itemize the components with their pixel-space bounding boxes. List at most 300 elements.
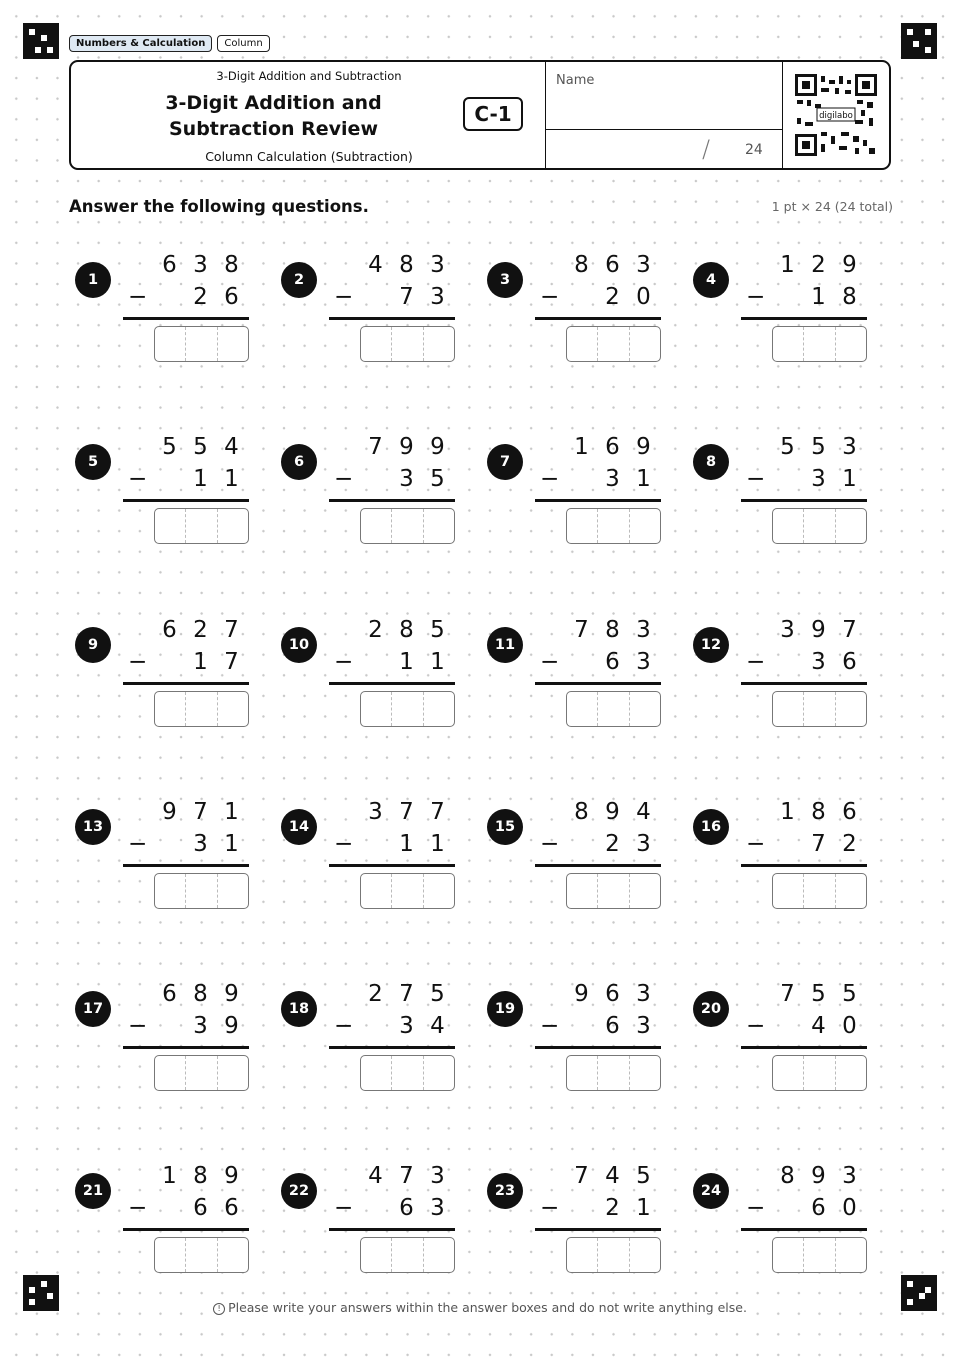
footer-text: Please write your answers within the answer boxes and do not write anything else. <box>228 1300 747 1315</box>
answer-box[interactable] <box>360 873 455 909</box>
minus-sign: − <box>746 649 766 675</box>
sum-line <box>329 499 455 502</box>
problem-9 <box>71 617 261 737</box>
sum-line <box>741 1046 867 1049</box>
digit: 1 <box>780 252 795 278</box>
digit: 7 <box>224 617 239 643</box>
digit <box>360 1195 391 1221</box>
digit: 5 <box>430 981 445 1007</box>
instructions: Answer the following questions. <box>69 197 373 216</box>
digit: 2 <box>605 831 620 857</box>
digit: 6 <box>162 981 177 1007</box>
answer-box[interactable] <box>772 508 867 544</box>
minus-sign: − <box>128 466 148 492</box>
digit <box>154 1013 185 1039</box>
digit: 5 <box>811 434 826 460</box>
answer-box[interactable] <box>566 326 661 362</box>
minus-sign: − <box>540 831 560 857</box>
digit: 2 <box>811 252 826 278</box>
minuend <box>360 252 453 278</box>
digit: 9 <box>224 981 239 1007</box>
digit: 1 <box>193 649 208 675</box>
answer-box[interactable] <box>154 691 249 727</box>
score-total: 24 <box>745 142 763 158</box>
problem-number-badge: 19 <box>487 991 523 1027</box>
minuend <box>154 252 247 278</box>
digit: 1 <box>224 831 239 857</box>
problem-number-badge: 9 <box>75 627 111 663</box>
problem-2 <box>277 252 467 372</box>
sum-line <box>329 317 455 320</box>
subtrahend <box>154 284 247 310</box>
digit: 3 <box>605 466 620 492</box>
info-icon: ! <box>213 1303 225 1315</box>
digit: 3 <box>780 617 795 643</box>
name-divider <box>546 129 782 130</box>
qr-code-icon <box>795 74 877 156</box>
footer-note <box>0 1300 960 1315</box>
answer-box[interactable] <box>772 1237 867 1273</box>
sum-line <box>329 1228 455 1231</box>
minuend <box>772 617 865 643</box>
sum-line <box>535 317 661 320</box>
category-tag-primary: Numbers & Calculation <box>69 35 212 52</box>
digit: 1 <box>224 799 239 825</box>
problem-19 <box>483 981 673 1101</box>
minus-sign: − <box>128 1013 148 1039</box>
digit <box>772 466 803 492</box>
minus-sign: − <box>334 284 354 310</box>
digit: 6 <box>605 252 620 278</box>
minuend <box>154 617 247 643</box>
digit <box>360 284 391 310</box>
minuend <box>360 799 453 825</box>
problem-6 <box>277 434 467 554</box>
subtrahend <box>360 649 453 675</box>
digit: 1 <box>193 466 208 492</box>
digit: 4 <box>368 252 383 278</box>
subtrahend <box>566 831 659 857</box>
digit: 3 <box>193 831 208 857</box>
answer-box[interactable] <box>566 508 661 544</box>
minuend <box>566 617 659 643</box>
minuend <box>772 799 865 825</box>
digit: 9 <box>811 617 826 643</box>
digit: 1 <box>842 466 857 492</box>
minus-sign: − <box>334 1195 354 1221</box>
digit: 1 <box>574 434 589 460</box>
digit: 3 <box>636 981 651 1007</box>
digit: 9 <box>636 434 651 460</box>
digit: 6 <box>605 649 620 675</box>
digit <box>360 831 391 857</box>
qr-label: digilabo <box>819 111 853 121</box>
digit: 9 <box>399 434 414 460</box>
digit: 7 <box>224 649 239 675</box>
sum-line <box>329 682 455 685</box>
digit: 3 <box>193 252 208 278</box>
sum-line <box>741 317 867 320</box>
problem-number-badge: 4 <box>693 262 729 298</box>
digit: 6 <box>842 799 857 825</box>
digit: 7 <box>399 799 414 825</box>
problem-8 <box>689 434 879 554</box>
digit: 6 <box>605 434 620 460</box>
digit: 9 <box>224 1013 239 1039</box>
answer-box[interactable] <box>154 873 249 909</box>
digit <box>360 466 391 492</box>
sum-line <box>123 499 249 502</box>
digit: 7 <box>574 617 589 643</box>
digit: 8 <box>780 1163 795 1189</box>
digit: 8 <box>811 799 826 825</box>
digit: 3 <box>636 1013 651 1039</box>
digit: 2 <box>368 981 383 1007</box>
problem-number-badge: 16 <box>693 809 729 845</box>
minus-sign: − <box>746 1013 766 1039</box>
problem-number-badge: 2 <box>281 262 317 298</box>
digit: 2 <box>605 284 620 310</box>
digit: 9 <box>430 434 445 460</box>
digit: 3 <box>811 649 826 675</box>
sum-line <box>741 1228 867 1231</box>
sum-line <box>535 1228 661 1231</box>
digit: 1 <box>224 466 239 492</box>
digit <box>772 1195 803 1221</box>
minus-sign: − <box>746 284 766 310</box>
problem-number-badge: 17 <box>75 991 111 1027</box>
minuend <box>772 252 865 278</box>
subtrahend <box>154 831 247 857</box>
sum-line <box>123 864 249 867</box>
problem-18 <box>277 981 467 1101</box>
problem-4 <box>689 252 879 372</box>
digit <box>566 1013 597 1039</box>
answer-box[interactable] <box>772 691 867 727</box>
digit: 1 <box>430 649 445 675</box>
minus-sign: − <box>540 466 560 492</box>
minuend <box>154 981 247 1007</box>
problem-number-badge: 20 <box>693 991 729 1027</box>
digit: 2 <box>368 617 383 643</box>
problem-number-badge: 10 <box>281 627 317 663</box>
digit: 4 <box>224 434 239 460</box>
digit: 4 <box>811 1013 826 1039</box>
worksheet-title: 3-Digit Addition and Subtraction Review <box>165 92 382 140</box>
digit <box>566 649 597 675</box>
digit: 6 <box>224 1195 239 1221</box>
problem-12 <box>689 617 879 737</box>
problem-number-badge: 8 <box>693 444 729 480</box>
problem-14 <box>277 799 467 919</box>
problem-17 <box>71 981 261 1101</box>
digit: 7 <box>399 1163 414 1189</box>
problem-3 <box>483 252 673 372</box>
digit <box>566 831 597 857</box>
registration-marker-top-right <box>901 23 937 59</box>
digit: 9 <box>574 981 589 1007</box>
minuend <box>566 981 659 1007</box>
digit: 3 <box>430 1195 445 1221</box>
problem-number-badge: 11 <box>487 627 523 663</box>
problem-1 <box>71 252 261 372</box>
digit: 8 <box>193 1163 208 1189</box>
sum-line <box>123 682 249 685</box>
digit: 5 <box>162 434 177 460</box>
digit: 1 <box>399 831 414 857</box>
answer-box[interactable] <box>772 1055 867 1091</box>
digit: 6 <box>224 284 239 310</box>
sum-line <box>535 682 661 685</box>
answer-box[interactable] <box>566 1055 661 1091</box>
digit: 7 <box>193 799 208 825</box>
digit: 5 <box>430 617 445 643</box>
subtrahend <box>772 1195 865 1221</box>
subtrahend <box>154 649 247 675</box>
name-score-box <box>545 62 783 168</box>
subtrahend <box>154 1195 247 1221</box>
name-label: Name <box>556 73 595 88</box>
digit: 9 <box>224 1163 239 1189</box>
problem-11 <box>483 617 673 737</box>
minuend <box>154 1163 247 1189</box>
problem-16 <box>689 799 879 919</box>
sum-line <box>123 1046 249 1049</box>
digit: 0 <box>842 1195 857 1221</box>
minuend <box>566 1163 659 1189</box>
digit: 5 <box>636 1163 651 1189</box>
sum-line <box>535 864 661 867</box>
digit: 2 <box>193 617 208 643</box>
digit: 7 <box>842 617 857 643</box>
digit: 2 <box>193 284 208 310</box>
category-tags <box>69 35 270 52</box>
problem-10 <box>277 617 467 737</box>
digit: 6 <box>399 1195 414 1221</box>
problem-number-badge: 18 <box>281 991 317 1027</box>
answer-box[interactable] <box>154 326 249 362</box>
digit: 8 <box>399 617 414 643</box>
digit: 9 <box>162 799 177 825</box>
problem-number-badge: 23 <box>487 1173 523 1209</box>
minuend <box>360 981 453 1007</box>
digit: 3 <box>430 1163 445 1189</box>
digit: 4 <box>368 1163 383 1189</box>
sum-line <box>535 1046 661 1049</box>
subtrahend <box>154 1013 247 1039</box>
subtrahend <box>772 831 865 857</box>
digit: 7 <box>399 981 414 1007</box>
minuend <box>360 434 453 460</box>
digit: 5 <box>842 981 857 1007</box>
digit: 7 <box>811 831 826 857</box>
subtrahend <box>772 466 865 492</box>
minus-sign: − <box>746 1195 766 1221</box>
digit: 3 <box>842 434 857 460</box>
digit: 7 <box>368 434 383 460</box>
digit: 5 <box>780 434 795 460</box>
digit: 3 <box>636 617 651 643</box>
minus-sign: − <box>540 284 560 310</box>
digit: 4 <box>636 799 651 825</box>
digit: 7 <box>430 799 445 825</box>
digit: 6 <box>605 981 620 1007</box>
digit: 3 <box>399 466 414 492</box>
digit: 3 <box>811 466 826 492</box>
answer-box[interactable] <box>154 1055 249 1091</box>
minus-sign: − <box>128 284 148 310</box>
digit <box>772 831 803 857</box>
digit: 6 <box>605 1013 620 1039</box>
digit <box>566 466 597 492</box>
sum-line <box>329 1046 455 1049</box>
digit <box>154 831 185 857</box>
minuend <box>566 799 659 825</box>
problem-13 <box>71 799 261 919</box>
minuend <box>360 1163 453 1189</box>
worksheet-supertitle: 3-Digit Addition and Subtraction <box>216 69 402 83</box>
digit: 7 <box>780 981 795 1007</box>
answer-box[interactable] <box>566 691 661 727</box>
minus-sign: − <box>746 831 766 857</box>
subtrahend <box>360 284 453 310</box>
answer-box[interactable] <box>566 873 661 909</box>
minus-sign: − <box>334 466 354 492</box>
digit <box>772 284 803 310</box>
digit: 0 <box>636 284 651 310</box>
subtrahend <box>360 1195 453 1221</box>
sum-line <box>329 864 455 867</box>
subtrahend <box>360 466 453 492</box>
answer-box[interactable] <box>772 873 867 909</box>
answer-box[interactable] <box>154 508 249 544</box>
answer-box[interactable] <box>154 1237 249 1273</box>
digit: 8 <box>193 981 208 1007</box>
problem-number-badge: 6 <box>281 444 317 480</box>
minus-sign: − <box>128 1195 148 1221</box>
problem-20 <box>689 981 879 1101</box>
digit <box>566 1195 597 1221</box>
digit: 5 <box>430 466 445 492</box>
minus-sign: − <box>746 466 766 492</box>
problem-number-badge: 15 <box>487 809 523 845</box>
digit <box>154 1195 185 1221</box>
problem-number-badge: 22 <box>281 1173 317 1209</box>
digit: 3 <box>193 1013 208 1039</box>
problem-22 <box>277 1163 467 1283</box>
points-info: 1 pt × 24 (24 total) <box>771 199 893 214</box>
answer-box[interactable] <box>360 508 455 544</box>
minuend <box>154 799 247 825</box>
problem-number-badge: 1 <box>75 262 111 298</box>
digit <box>360 1013 391 1039</box>
minuend <box>566 434 659 460</box>
minus-sign: − <box>128 831 148 857</box>
answer-box[interactable] <box>360 326 455 362</box>
minuend <box>566 252 659 278</box>
digit <box>360 649 391 675</box>
registration-marker-top-left <box>23 23 59 59</box>
subtrahend <box>772 649 865 675</box>
digit: 7 <box>574 1163 589 1189</box>
minus-sign: − <box>334 649 354 675</box>
problem-number-badge: 5 <box>75 444 111 480</box>
score-slash: / <box>702 135 711 163</box>
minus-sign: − <box>540 1013 560 1039</box>
minuend <box>772 981 865 1007</box>
digit: 4 <box>430 1013 445 1039</box>
sum-line <box>741 682 867 685</box>
problem-number-badge: 14 <box>281 809 317 845</box>
digit: 6 <box>193 1195 208 1221</box>
subtrahend <box>566 284 659 310</box>
problem-number-badge: 21 <box>75 1173 111 1209</box>
digit: 9 <box>811 1163 826 1189</box>
answer-box[interactable] <box>566 1237 661 1273</box>
digit: 0 <box>842 1013 857 1039</box>
minuend <box>360 617 453 643</box>
digit <box>154 466 185 492</box>
digit <box>154 649 185 675</box>
digit: 3 <box>430 252 445 278</box>
answer-box[interactable] <box>360 1237 455 1273</box>
minus-sign: − <box>128 649 148 675</box>
digit: 5 <box>811 981 826 1007</box>
subtrahend <box>360 831 453 857</box>
subtrahend <box>566 1195 659 1221</box>
digit: 8 <box>224 252 239 278</box>
digit: 8 <box>574 799 589 825</box>
digit <box>566 284 597 310</box>
worksheet-header <box>69 60 891 170</box>
subtrahend <box>566 466 659 492</box>
minuend <box>154 434 247 460</box>
subtrahend <box>772 1013 865 1039</box>
problem-23 <box>483 1163 673 1283</box>
problem-24 <box>689 1163 879 1283</box>
digit: 3 <box>368 799 383 825</box>
digit <box>154 284 185 310</box>
answer-box[interactable] <box>360 691 455 727</box>
problem-number-badge: 24 <box>693 1173 729 1209</box>
digit: 5 <box>193 434 208 460</box>
sum-line <box>123 1228 249 1231</box>
sum-line <box>741 499 867 502</box>
minus-sign: − <box>334 1013 354 1039</box>
digit: 9 <box>605 799 620 825</box>
sum-line <box>535 499 661 502</box>
digit: 6 <box>162 617 177 643</box>
digit: 3 <box>430 284 445 310</box>
subtrahend <box>360 1013 453 1039</box>
subtrahend <box>566 1013 659 1039</box>
digit: 1 <box>636 466 651 492</box>
digit: 1 <box>780 799 795 825</box>
worksheet-subtitle: Column Calculation (Subtraction) <box>205 149 413 164</box>
digit: 8 <box>842 284 857 310</box>
problem-5 <box>71 434 261 554</box>
digit: 3 <box>842 1163 857 1189</box>
answer-box[interactable] <box>772 326 867 362</box>
category-tag-secondary: Column <box>217 35 269 52</box>
answer-box[interactable] <box>360 1055 455 1091</box>
problem-21 <box>71 1163 261 1283</box>
problem-15 <box>483 799 673 919</box>
problem-number-badge: 3 <box>487 262 523 298</box>
digit: 2 <box>842 831 857 857</box>
digit: 6 <box>162 252 177 278</box>
digit: 7 <box>399 284 414 310</box>
